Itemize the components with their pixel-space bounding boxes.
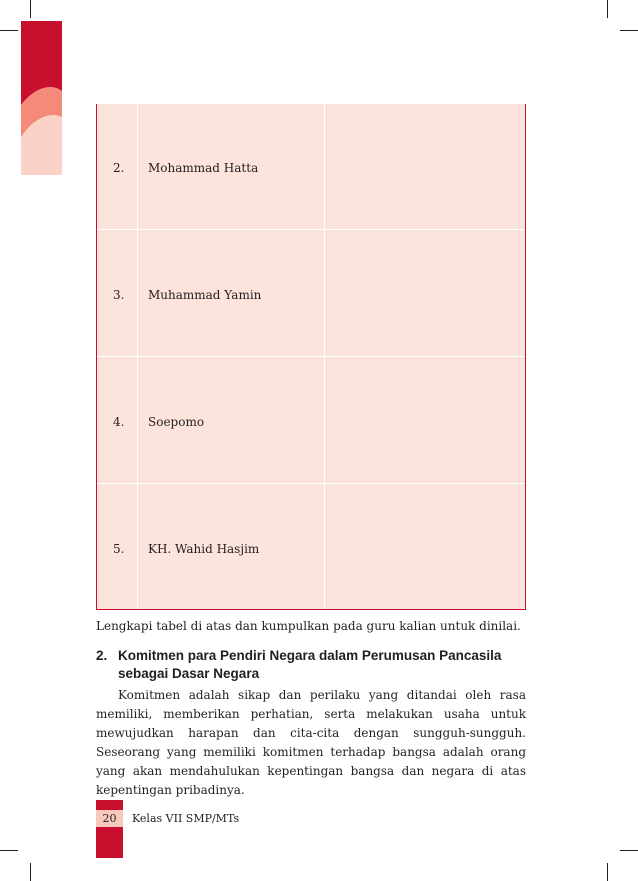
table-row-number: 3. — [113, 288, 125, 302]
table-row-name: KH. Wahid Hasjim — [148, 542, 260, 556]
section-title: Komitmen para Pendiri Negara dalam Perumusan Pancasila sebagai Dasar Negara — [118, 648, 502, 681]
page-number: 20 — [96, 810, 123, 827]
table-row-number: 5. — [113, 542, 125, 556]
crop-mark — [30, 863, 31, 881]
crop-mark — [30, 0, 31, 18]
table-row-name: Soepomo — [148, 415, 205, 429]
crop-mark — [607, 0, 608, 18]
side-decoration — [21, 21, 62, 175]
section-number: 2. — [96, 648, 108, 663]
body-paragraph: Komitmen adalah sikap dan perilaku yang ditandai oleh rasa memiliki, memberikan perhatian, serta melakukan usaha untuk mewujudkan harapan dan cita-cita dengan sungguh-sungguh. Seseorang yang memiliki komitmen terhadap bangsa adalah orang yang akan mendahulukan kepentingan bangsa dan negara di atas kepentingan pribadinya. — [96, 688, 526, 797]
running-title: Kelas VII SMP/MTs — [132, 812, 240, 825]
table-row-name: Muhammad Yamin — [148, 288, 262, 302]
crop-mark — [0, 850, 18, 851]
footer-bar — [96, 800, 123, 858]
crop-mark — [607, 863, 608, 881]
answer-table — [96, 104, 526, 610]
table-row-name: Mohammad Hatta — [148, 161, 259, 175]
instruction-text: Lengkapi tabel di atas dan kumpulkan pada guru kalian untuk dinilai. — [96, 619, 521, 633]
crop-mark — [620, 30, 638, 31]
table-row-number: 2. — [113, 161, 125, 175]
crop-mark — [620, 850, 638, 851]
table-row-number: 4. — [113, 415, 125, 429]
crop-mark — [0, 30, 18, 31]
